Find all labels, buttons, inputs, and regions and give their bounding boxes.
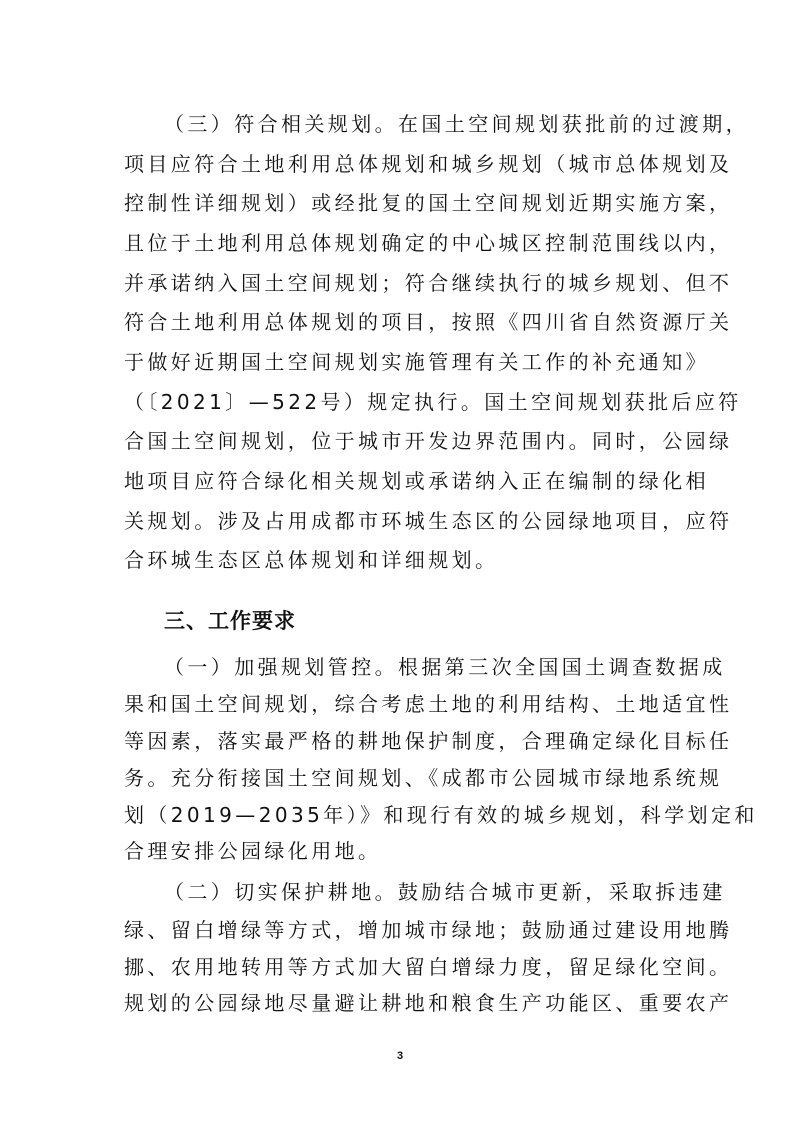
text-line: （二）切实保护耕地。鼓励结合城市更新，采取拆违建: [164, 880, 726, 904]
text-line: （三）符合相关规划。在国土空间规划获批前的过渡期，: [164, 112, 749, 136]
section-heading: 三、工作要求: [164, 609, 296, 633]
text-line: 务。充分衔接国土空间规划、《成都市公园城市绿地系统规: [124, 766, 723, 790]
text-line: 规划的公园绿地尽量避让耕地和粮食生产功能区、重要农产: [124, 991, 733, 1015]
page-number: 3: [396, 1050, 404, 1062]
text-line: （一）加强规划管控。根据第三次全国国土调查数据成: [164, 655, 726, 679]
text-line: 绿、留白增绿等方式，增加城市绿地；鼓励通过建设用地腾: [124, 918, 733, 942]
text-line: 果和国土空间规划，综合考虑土地的利用结构、土地适宜性: [124, 692, 733, 716]
text-line: 控制性详细规划）或经批复的国土空间规划近期实施方案，: [124, 191, 733, 215]
text-line: 挪、农用地转用等方式加大留白增绿力度，留足绿化空间。: [124, 955, 733, 979]
text-line: 合理安排公园绿化用地。: [124, 839, 382, 863]
text-line: 符合土地利用总体规划的项目，按照《四川省自然资源厅关: [124, 310, 733, 334]
text-line: 关规划。涉及占用成都市环城生态区的公园绿地项目，应符: [124, 509, 733, 533]
text-line: 合国土空间规划，位于城市开发边界范围内。同时，公园绿: [124, 429, 733, 453]
text-line: 项目应符合土地利用总体规划和城乡规划（城市总体规划及: [124, 152, 733, 176]
text-line: 等因素，落实最严格的耕地保护制度，合理确定绿化目标任: [124, 729, 733, 753]
text-line: （〔2021〕—522号）规定执行。国土空间规划获批后应符: [124, 390, 742, 414]
text-line: 划（2019—2035年）》和现行有效的城乡规划，科学划定和: [124, 803, 758, 827]
text-line: 且位于土地利用总体规划确定的中心城区控制范围线以内，: [124, 231, 733, 255]
text-line: 于做好近期国土空间规划实施管理有关工作的补充通知》: [124, 350, 709, 374]
text-line: 并承诺纳入国土空间规划；符合继续执行的城乡规划、但不: [124, 271, 733, 295]
text-line: 合环城生态区总体规划和详细规划。: [124, 548, 499, 572]
text-line: 地项目应符合绿化相关规划或承诺纳入正在编制的绿化相: [124, 469, 709, 493]
